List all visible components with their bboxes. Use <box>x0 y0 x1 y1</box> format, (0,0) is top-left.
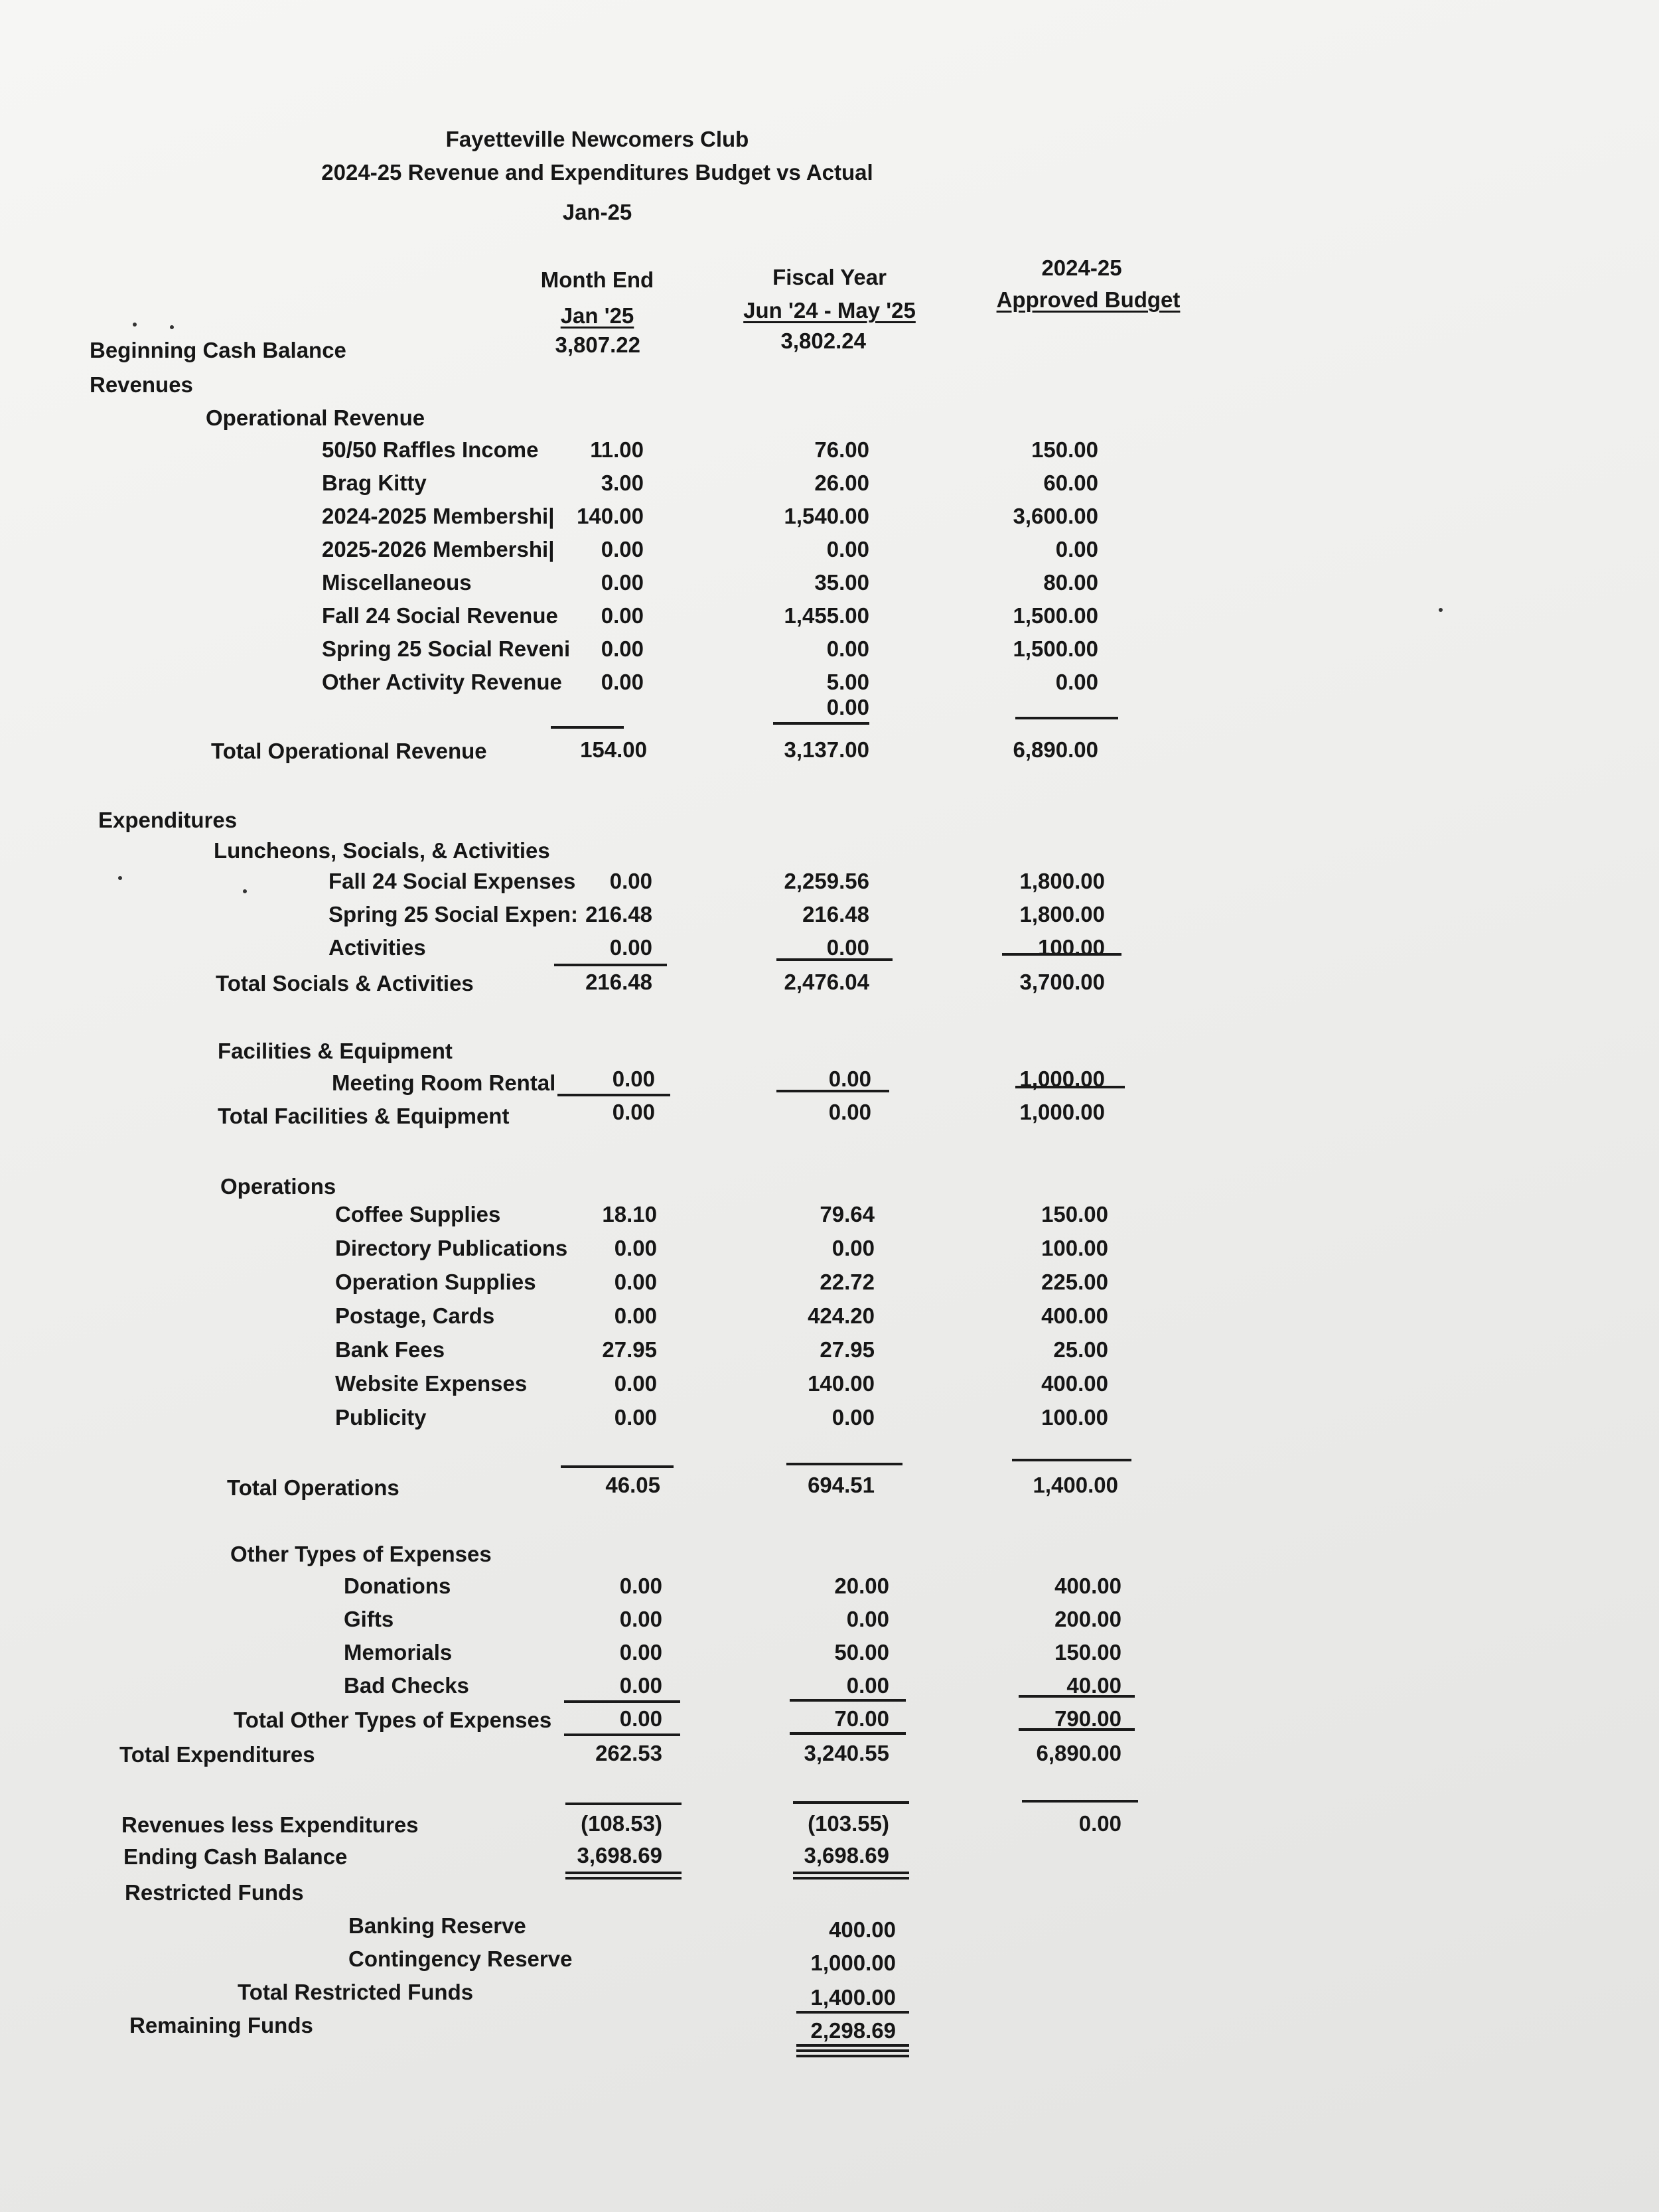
total-rule <box>1019 1728 1135 1731</box>
total-socials-fy: 2,476.04 <box>784 970 869 994</box>
expenditures-heading: Expenditures <box>98 808 238 832</box>
revenue-line-month: 11.00 <box>590 437 644 462</box>
operations-line-fy: 22.72 <box>820 1270 875 1294</box>
operations-line-month: 18.10 <box>602 1202 657 1226</box>
col-month-header-line2: Jan '25 <box>560 303 634 328</box>
restricted-line-fy: 400.00 <box>829 1917 896 1942</box>
beginning-cash-label: Beginning Cash Balance <box>90 338 346 362</box>
other-expense-month: 0.00 <box>619 1640 662 1664</box>
operations-line-fy: 0.00 <box>831 1405 875 1430</box>
total-restricted-label: Total Restricted Funds <box>238 1980 474 2004</box>
revenue-line-month: 140.00 <box>577 504 644 528</box>
operations-line-month: 0.00 <box>614 1303 657 1328</box>
revenue-line-fy: 5.00 <box>826 670 869 694</box>
revenue-line-month: 0.00 <box>601 570 644 595</box>
other-expense-fy: 50.00 <box>834 1640 889 1664</box>
revenue-line-label: 50/50 Raffles Income <box>322 437 539 462</box>
double-rule <box>796 2049 909 2052</box>
revenue-line-label: Spring 25 Social Reveni <box>322 636 571 661</box>
speck <box>133 323 137 327</box>
revenue-line-fy: 1,540.00 <box>784 504 869 528</box>
revenue-line-label: 2024-2025 Membershi| <box>322 504 555 528</box>
social-expense-fy: 0.00 <box>826 935 869 960</box>
social-expense-fy: 2,259.56 <box>784 869 869 893</box>
total-rule <box>564 1733 680 1736</box>
revenues-heading: Revenues <box>90 372 193 397</box>
col-fy-header-line2: Jun '24 - May '25 <box>743 298 916 323</box>
total-facilities-label: Total Facilities & Equipment <box>218 1104 510 1128</box>
operations-line-label: Bank Fees <box>335 1337 445 1362</box>
double-rule <box>793 1877 909 1880</box>
remaining-funds-label: Remaining Funds <box>129 2013 313 2037</box>
beginning-cash-month: 3,807.22 <box>555 332 640 357</box>
total-rule <box>796 2011 909 2014</box>
social-expense-budget: 1,800.00 <box>1019 869 1105 893</box>
revenue-line-budget: 60.00 <box>1043 471 1098 495</box>
revenue-line-fy: 0.00 <box>826 636 869 661</box>
total-expenditures-fy: 3,240.55 <box>804 1741 889 1765</box>
revenue-line-label: 2025-2026 Membershi| <box>322 537 555 561</box>
total-other-expenses-month: 0.00 <box>619 1706 662 1731</box>
operations-line-label: Publicity <box>335 1405 427 1430</box>
total-expenditures-budget: 6,890.00 <box>1036 1741 1121 1765</box>
operations-line-budget: 400.00 <box>1041 1303 1108 1328</box>
total-rule <box>1015 717 1118 719</box>
operations-line-label: Website Expenses <box>335 1371 528 1396</box>
total-rule <box>551 726 624 729</box>
revenue-line-label: Other Activity Revenue <box>322 670 562 694</box>
ending-cash-label: Ending Cash Balance <box>123 1844 348 1869</box>
operations-line-budget: 150.00 <box>1041 1202 1108 1226</box>
speck <box>118 876 122 880</box>
other-expense-label: Gifts <box>344 1607 394 1631</box>
operations-heading: Operations <box>220 1174 336 1199</box>
other-expense-label: Bad Checks <box>344 1673 469 1698</box>
restricted-line-label: Banking Reserve <box>348 1913 526 1938</box>
revenue-line-fy: 0.00 <box>826 537 869 561</box>
total-operations-budget: 1,400.00 <box>1033 1473 1118 1497</box>
total-operational-revenue-budget: 6,890.00 <box>1013 737 1098 762</box>
revenue-line-fy: 26.00 <box>814 471 869 495</box>
total-restricted-fy: 1,400.00 <box>810 1985 896 2010</box>
operations-line-budget: 100.00 <box>1041 1405 1108 1430</box>
total-operations-month: 46.05 <box>605 1473 660 1497</box>
social-expense-label: Spring 25 Social Expen: <box>328 902 578 926</box>
total-operational-revenue-fy: 3,137.00 <box>784 737 869 762</box>
ending-cash-month: 3,698.69 <box>577 1843 662 1868</box>
revenue-line-fy: 35.00 <box>814 570 869 595</box>
operations-line-budget: 25.00 <box>1053 1337 1108 1362</box>
revenue-line-budget: 80.00 <box>1043 570 1098 595</box>
restricted-line-label: Contingency Reserve <box>348 1947 573 1971</box>
revenues-less-expenditures-fy: (103.55) <box>808 1811 889 1836</box>
operations-line-month: 0.00 <box>614 1371 657 1396</box>
operations-line-budget: 400.00 <box>1041 1371 1108 1396</box>
revenue-extra-fy: 0.00 <box>826 695 869 719</box>
total-rule <box>554 964 667 966</box>
total-rule <box>565 1803 682 1805</box>
revenue-line-fy: 76.00 <box>814 437 869 462</box>
double-rule <box>796 2055 909 2057</box>
social-expense-month: 0.00 <box>609 935 652 960</box>
total-operations-label: Total Operations <box>227 1475 399 1500</box>
operations-line-fy: 27.95 <box>820 1337 875 1362</box>
double-rule <box>793 1872 909 1874</box>
total-rule <box>1019 1695 1135 1698</box>
revenue-line-budget: 3,600.00 <box>1013 504 1098 528</box>
other-expense-label: Memorials <box>344 1640 453 1664</box>
total-expenditures-label: Total Expenditures <box>119 1742 315 1767</box>
operations-line-label: Directory Publications <box>335 1236 568 1260</box>
total-rule <box>786 1463 902 1465</box>
revenues-less-expenditures-budget: 0.00 <box>1078 1811 1121 1836</box>
revenue-line-month: 0.00 <box>601 636 644 661</box>
report-title: 2024-25 Revenue and Expenditures Budget vs Actual <box>321 160 873 184</box>
revenue-line-month: 0.00 <box>601 670 644 694</box>
total-rule <box>557 1094 670 1096</box>
speck <box>1439 608 1443 612</box>
other-expense-month: 0.00 <box>619 1574 662 1598</box>
total-rule <box>790 1732 906 1735</box>
revenues-less-expenditures-label: Revenues less Expenditures <box>121 1812 419 1837</box>
socials-heading: Luncheons, Socials, & Activities <box>214 838 550 863</box>
restricted-line-fy: 1,000.00 <box>810 1951 896 1975</box>
total-rule <box>776 1090 889 1092</box>
social-expense-month: 0.00 <box>609 869 652 893</box>
other-expense-fy: 0.00 <box>846 1607 889 1631</box>
facilities-line-budget: 1,000.00 <box>1019 1067 1105 1091</box>
total-rule <box>793 1801 909 1804</box>
total-rule <box>1002 953 1121 956</box>
operations-line-month: 0.00 <box>614 1405 657 1430</box>
other-expense-fy: 20.00 <box>834 1574 889 1598</box>
revenue-line-budget: 0.00 <box>1055 537 1098 561</box>
revenue-line-budget: 1,500.00 <box>1013 636 1098 661</box>
total-socials-budget: 3,700.00 <box>1019 970 1105 994</box>
operations-line-month: 0.00 <box>614 1236 657 1260</box>
facilities-heading: Facilities & Equipment <box>218 1039 453 1063</box>
social-expense-fy: 216.48 <box>802 902 869 926</box>
total-operational-revenue-label: Total Operational Revenue <box>211 739 487 763</box>
operations-line-budget: 100.00 <box>1041 1236 1108 1260</box>
total-rule <box>773 722 869 725</box>
total-socials-label: Total Socials & Activities <box>216 971 474 995</box>
total-other-expenses-label: Total Other Types of Expenses <box>234 1708 552 1732</box>
social-expense-budget: 100.00 <box>1038 935 1105 960</box>
total-operational-revenue-month: 154.00 <box>580 737 647 762</box>
speck <box>170 325 174 329</box>
other-expense-month: 0.00 <box>619 1607 662 1631</box>
other-expense-label: Donations <box>344 1574 451 1598</box>
total-socials-month: 216.48 <box>585 970 652 994</box>
operations-line-fy: 424.20 <box>808 1303 875 1328</box>
total-rule <box>564 1700 680 1703</box>
total-other-expenses-fy: 70.00 <box>834 1706 889 1731</box>
facilities-line-fy: 0.00 <box>828 1067 871 1091</box>
operations-line-label: Coffee Supplies <box>335 1202 501 1226</box>
remaining-funds-fy: 2,298.69 <box>810 2018 896 2043</box>
other-expense-fy: 0.00 <box>846 1673 889 1698</box>
total-facilities-month: 0.00 <box>612 1100 655 1124</box>
total-operations-fy: 694.51 <box>808 1473 875 1497</box>
revenue-line-fy: 1,455.00 <box>784 603 869 628</box>
beginning-cash-fy: 3,802.24 <box>780 329 866 353</box>
revenue-line-budget: 150.00 <box>1031 437 1098 462</box>
other-expense-budget: 400.00 <box>1054 1574 1121 1598</box>
facilities-line-month: 0.00 <box>612 1067 655 1091</box>
revenues-less-expenditures-month: (108.53) <box>581 1811 662 1836</box>
total-other-expenses-budget: 790.00 <box>1054 1706 1121 1731</box>
other-expense-month: 0.00 <box>619 1673 662 1698</box>
total-rule <box>796 2044 909 2047</box>
double-rule <box>565 1872 682 1874</box>
col-month-header-line1: Month End <box>540 267 654 292</box>
operational-revenue-heading: Operational Revenue <box>206 406 425 430</box>
total-facilities-budget: 1,000.00 <box>1019 1100 1105 1124</box>
operations-line-label: Postage, Cards <box>335 1303 495 1328</box>
facilities-line-label: Meeting Room Rental <box>332 1070 556 1095</box>
col-budget-header-line1: 2024-25 <box>1041 256 1122 280</box>
total-expenditures-month: 262.53 <box>595 1741 662 1765</box>
revenue-line-budget: 0.00 <box>1055 670 1098 694</box>
revenue-line-month: 3.00 <box>601 471 644 495</box>
other-expense-budget: 200.00 <box>1054 1607 1121 1631</box>
revenue-line-month: 0.00 <box>601 537 644 561</box>
ending-cash-fy: 3,698.69 <box>804 1843 889 1868</box>
other-expense-budget: 40.00 <box>1066 1673 1121 1698</box>
revenue-line-budget: 1,500.00 <box>1013 603 1098 628</box>
revenue-line-month: 0.00 <box>601 603 644 628</box>
other-expenses-heading: Other Types of Expenses <box>230 1542 492 1566</box>
org-name: Fayetteville Newcomers Club <box>445 127 749 151</box>
total-rule <box>790 1699 906 1702</box>
revenue-line-label: Miscellaneous <box>322 570 472 595</box>
social-expense-label: Fall 24 Social Expenses <box>328 869 576 893</box>
total-facilities-fy: 0.00 <box>828 1100 871 1124</box>
speck <box>243 889 247 893</box>
operations-line-fy: 140.00 <box>808 1371 875 1396</box>
other-expense-budget: 150.00 <box>1054 1640 1121 1664</box>
total-rule <box>1015 1086 1125 1088</box>
operations-line-label: Operation Supplies <box>335 1270 536 1294</box>
operations-line-month: 27.95 <box>602 1337 657 1362</box>
total-rule <box>1022 1800 1138 1803</box>
col-fy-header-line1: Fiscal Year <box>772 265 887 289</box>
operations-line-month: 0.00 <box>614 1270 657 1294</box>
social-expense-label: Activities <box>328 935 426 960</box>
revenue-line-label: Brag Kitty <box>322 471 427 495</box>
social-expense-budget: 1,800.00 <box>1019 902 1105 926</box>
operations-line-fy: 79.64 <box>820 1202 875 1226</box>
operations-line-budget: 225.00 <box>1041 1270 1108 1294</box>
total-rule <box>776 958 893 961</box>
report-period: Jan-25 <box>562 200 632 224</box>
double-rule <box>565 1877 682 1880</box>
restricted-funds-heading: Restricted Funds <box>125 1880 304 1905</box>
total-rule <box>561 1465 674 1468</box>
col-budget-header-line2: Approved Budget <box>996 287 1181 312</box>
total-rule <box>1012 1459 1131 1461</box>
revenue-line-label: Fall 24 Social Revenue <box>322 603 558 628</box>
social-expense-month: 216.48 <box>585 902 652 926</box>
operations-line-fy: 0.00 <box>831 1236 875 1260</box>
